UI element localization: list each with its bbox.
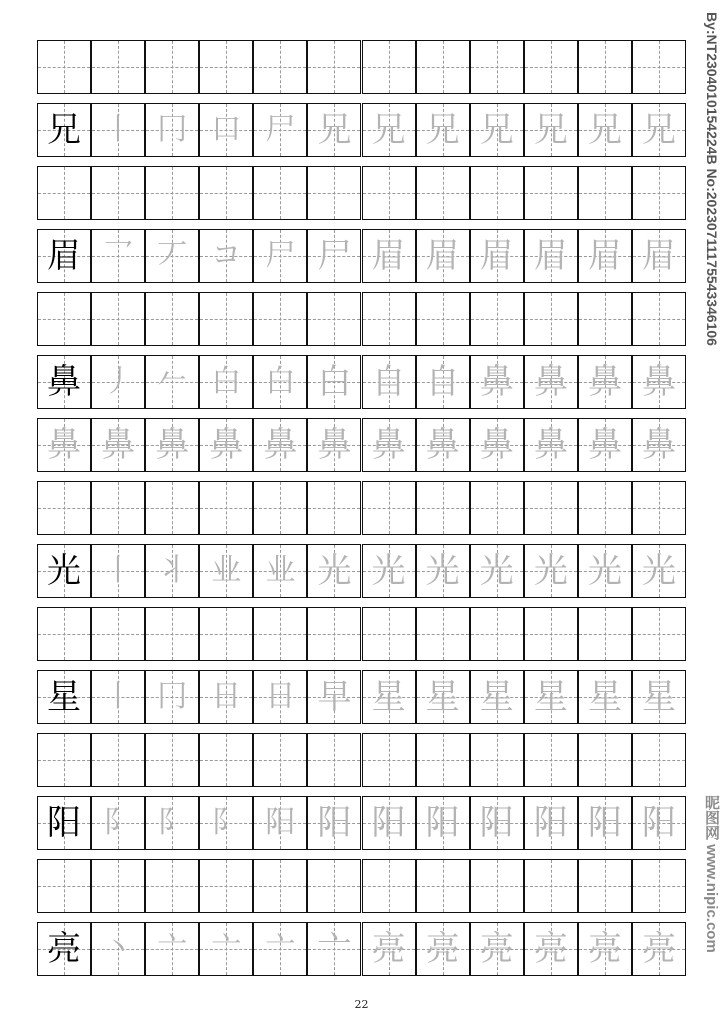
trace-char: 亮 [533,929,568,969]
empty-cell [91,859,145,913]
empty-cell [91,733,145,787]
trace-char: 阝 [157,805,188,840]
trace-char: 鼻 [47,425,81,465]
trace-cell [416,103,470,157]
trace-char: 鼻 [263,425,298,465]
trace-cell [307,922,361,976]
empty-cell [362,481,416,535]
trace-cell [253,922,307,976]
trace-cell [91,544,145,598]
trace-char: 鼻 [155,425,190,465]
trace-char: 丨 [103,553,134,588]
empty-cell [578,40,632,94]
trace-char: 𠂉 [157,364,188,399]
trace-cell [578,670,632,724]
trace-cell [307,544,361,598]
empty-cell [145,40,199,94]
trace-char: 眉 [425,236,460,276]
trace-char: 自 [425,362,460,402]
model-char: 兄 [47,110,81,150]
trace-cell [470,796,524,850]
trace-char: 光 [533,551,568,591]
trace-char: 口 [211,112,242,147]
trace-char: 光 [479,551,514,591]
trace-cell [470,544,524,598]
empty-cell [524,166,578,220]
empty-cell [253,607,307,661]
page-number: 22 [354,998,369,1011]
trace-char: 阝 [211,805,242,840]
trace-cell [91,670,145,724]
empty-cell [37,481,91,535]
trace-char: 亮 [371,929,406,969]
trace-char: 兄 [533,110,568,150]
trace-cell [524,544,578,598]
practice-row [37,355,687,409]
trace-char: 尸 [317,236,352,276]
trace-cell [253,544,307,598]
trace-char: 亮 [587,929,622,969]
empty-cell [91,292,145,346]
trace-cell [632,544,686,598]
trace-char: 星 [642,677,677,717]
empty-cell [37,40,91,94]
trace-char: 阳 [587,803,622,843]
trace-cell [199,355,253,409]
trace-cell [362,229,416,283]
trace-cell [524,670,578,724]
empty-cell [37,859,91,913]
trace-cell [199,670,253,724]
empty-cell [416,166,470,220]
trace-char: 日 [211,679,242,714]
trace-char: 丶 [103,931,134,966]
empty-cell [524,481,578,535]
blank-row [37,859,687,913]
trace-cell [578,922,632,976]
model-cell [37,796,91,850]
trace-cell [253,418,307,472]
trace-char: 眉 [642,236,677,276]
trace-char: 白 [265,364,296,399]
trace-char: 鼻 [479,425,514,465]
trace-char: 鼻 [209,425,244,465]
trace-char: 兄 [479,110,514,150]
empty-cell [253,292,307,346]
model-cell [37,544,91,598]
empty-cell [37,166,91,220]
trace-cell [145,418,199,472]
trace-cell [416,418,470,472]
trace-cell [578,796,632,850]
trace-cell [632,355,686,409]
trace-cell [199,418,253,472]
trace-char: 亠 [157,931,188,966]
trace-cell [307,229,361,283]
empty-cell [416,859,470,913]
trace-char: 亮 [479,929,514,969]
empty-cell [578,292,632,346]
empty-cell [470,292,524,346]
empty-cell [253,481,307,535]
empty-cell [145,607,199,661]
trace-cell [362,544,416,598]
trace-cell [145,103,199,157]
model-char: 鼻 [47,362,81,402]
trace-char: 鼻 [101,425,136,465]
trace-cell [524,418,578,472]
trace-char: 鼻 [533,362,568,402]
empty-cell [145,733,199,787]
trace-char: 冂 [157,679,188,714]
trace-char: 星 [587,677,622,717]
empty-cell [199,40,253,94]
trace-char: 阳 [371,803,406,843]
trace-cell [524,922,578,976]
trace-char: 星 [425,677,460,717]
trace-cell [578,544,632,598]
trace-char: 鼻 [317,425,352,465]
trace-cell [362,922,416,976]
practice-row [37,670,687,724]
trace-cell [416,229,470,283]
trace-char: 亮 [425,929,460,969]
empty-cell [37,607,91,661]
trace-char: 乛 [103,238,134,273]
model-cell [37,103,91,157]
empty-cell [199,481,253,535]
trace-cell [253,670,307,724]
trace-char: 眉 [479,236,514,276]
trace-char: 兄 [587,110,622,150]
trace-char: 阳 [533,803,568,843]
trace-char: 光 [425,551,460,591]
empty-cell [578,481,632,535]
empty-cell [632,733,686,787]
trace-cell [145,355,199,409]
trace-cell [145,796,199,850]
trace-char: 光 [587,551,622,591]
empty-cell [307,481,361,535]
empty-cell [524,292,578,346]
trace-char: 亮 [642,929,677,969]
trace-cell [416,922,470,976]
empty-cell [91,481,145,535]
trace-char: 冂 [157,112,188,147]
blank-row [37,733,687,787]
trace-char: 兄 [642,110,677,150]
empty-cell [199,292,253,346]
practice-row [37,544,687,598]
empty-cell [37,292,91,346]
trace-char: 阳 [642,803,677,843]
watermark-text: 昵图网 www.nipic.com [703,795,720,953]
trace-cell [362,103,416,157]
blank-row [37,607,687,661]
trace-cell [37,418,91,472]
trace-cell [253,103,307,157]
blank-row [37,292,687,346]
model-char: 光 [47,551,81,591]
trace-cell [307,103,361,157]
empty-cell [253,40,307,94]
trace-cell [470,670,524,724]
empty-cell [632,481,686,535]
empty-cell [199,166,253,220]
trace-char: 鼻 [587,362,622,402]
trace-cell [578,103,632,157]
empty-cell [524,733,578,787]
trace-char: 鼻 [425,425,460,465]
model-cell [37,229,91,283]
empty-cell [362,733,416,787]
empty-cell [145,481,199,535]
trace-cell [253,796,307,850]
empty-cell [199,607,253,661]
empty-cell [37,733,91,787]
empty-cell [362,607,416,661]
empty-cell [91,166,145,220]
empty-cell [362,292,416,346]
trace-char: 丬 [157,553,188,588]
trace-char: 尸 [265,112,296,147]
empty-cell [632,859,686,913]
empty-cell [199,733,253,787]
practice-row [37,418,687,472]
model-cell [37,670,91,724]
trace-cell [416,796,470,850]
empty-cell [253,859,307,913]
empty-cell [470,733,524,787]
practice-row [37,796,687,850]
trace-char: 鼻 [371,425,406,465]
trace-cell [145,670,199,724]
trace-char: 眉 [371,236,406,276]
trace-cell [632,796,686,850]
trace-cell [91,922,145,976]
empty-cell [362,40,416,94]
empty-cell [632,292,686,346]
trace-cell [91,418,145,472]
practice-row [37,103,687,157]
trace-char: 阳 [479,803,514,843]
empty-cell [416,292,470,346]
empty-cell [578,607,632,661]
trace-cell [91,103,145,157]
trace-char: 鼻 [642,362,677,402]
trace-cell [470,229,524,283]
trace-char: コ [211,238,242,273]
empty-cell [145,292,199,346]
trace-char: 光 [642,551,677,591]
empty-cell [253,733,307,787]
trace-char: 白 [211,364,242,399]
trace-char: 亠 [317,929,352,969]
trace-char: 兄 [317,110,352,150]
trace-cell [416,355,470,409]
trace-cell [145,922,199,976]
trace-cell [632,418,686,472]
empty-cell [91,607,145,661]
trace-cell [199,544,253,598]
trace-char: 鼻 [642,425,677,465]
trace-cell [307,796,361,850]
trace-cell [524,355,578,409]
trace-cell [416,544,470,598]
blank-row [37,166,687,220]
trace-char: 日 [265,679,296,714]
trace-cell [524,229,578,283]
trace-char: 亠 [265,931,296,966]
empty-cell [307,733,361,787]
trace-cell [470,103,524,157]
trace-char: 光 [371,551,406,591]
trace-cell [524,103,578,157]
trace-cell [632,103,686,157]
empty-cell [253,166,307,220]
empty-cell [524,859,578,913]
trace-char: 眉 [587,236,622,276]
empty-cell [578,166,632,220]
trace-cell [253,355,307,409]
empty-cell [362,166,416,220]
trace-cell [470,418,524,472]
trace-cell [253,229,307,283]
empty-cell [470,166,524,220]
empty-cell [199,859,253,913]
trace-char: 阝 [103,805,134,840]
empty-cell [362,859,416,913]
empty-cell [632,166,686,220]
empty-cell [91,40,145,94]
empty-cell [307,859,361,913]
trace-cell [578,418,632,472]
trace-char: 鼻 [587,425,622,465]
trace-cell [199,922,253,976]
trace-cell [362,670,416,724]
trace-cell [578,355,632,409]
trace-char: 星 [479,677,514,717]
trace-cell [145,544,199,598]
trace-char: 阳 [317,803,352,843]
trace-char: 丨 [103,679,134,714]
empty-cell [578,859,632,913]
empty-cell [578,733,632,787]
model-char: 亮 [47,929,81,969]
model-char: 眉 [47,236,81,276]
trace-cell [632,670,686,724]
trace-char: 早 [317,677,352,717]
trace-char: 阳 [425,803,460,843]
trace-char: 光 [317,551,352,591]
empty-cell [524,607,578,661]
trace-cell [470,355,524,409]
trace-char: 阳 [265,805,296,840]
trace-char: 业 [211,553,242,588]
blank-row [37,40,687,94]
trace-cell [91,355,145,409]
trace-char: 白 [317,362,352,402]
trace-char: 鼻 [479,362,514,402]
trace-cell [632,922,686,976]
empty-cell [470,607,524,661]
empty-cell [416,607,470,661]
trace-cell [416,670,470,724]
practice-row [37,922,687,976]
practice-row [37,229,687,283]
trace-char: 星 [371,677,406,717]
trace-cell [362,355,416,409]
trace-char: 兄 [371,110,406,150]
side-id-text: By:NT2304010154224B No:20230711175543346106 [704,12,720,346]
trace-char: 尸 [265,238,296,273]
trace-cell [307,355,361,409]
trace-cell [91,229,145,283]
empty-cell [145,166,199,220]
empty-cell [307,292,361,346]
trace-cell [91,796,145,850]
trace-cell [362,796,416,850]
trace-cell [578,229,632,283]
empty-cell [470,481,524,535]
trace-cell [632,229,686,283]
trace-char: 业 [265,553,296,588]
empty-cell [632,607,686,661]
trace-char: 兄 [425,110,460,150]
empty-cell [470,40,524,94]
trace-cell [307,670,361,724]
empty-cell [470,859,524,913]
trace-char: 丨 [103,112,134,147]
trace-char: 自 [371,362,406,402]
trace-cell [145,229,199,283]
empty-cell [524,40,578,94]
empty-cell [416,733,470,787]
trace-char: 星 [533,677,568,717]
empty-cell [307,40,361,94]
trace-cell [199,229,253,283]
model-char: 星 [47,677,81,717]
model-cell [37,922,91,976]
model-char: 阳 [47,803,81,843]
trace-char: 丿 [103,364,134,399]
empty-cell [145,859,199,913]
trace-cell [199,103,253,157]
trace-cell [362,418,416,472]
empty-cell [307,607,361,661]
trace-cell [470,922,524,976]
model-cell [37,355,91,409]
empty-cell [416,481,470,535]
trace-cell [199,796,253,850]
trace-cell [524,796,578,850]
empty-cell [307,166,361,220]
trace-char: 鼻 [533,425,568,465]
blank-row [37,481,687,535]
trace-char: 丆 [157,238,188,273]
trace-cell [307,418,361,472]
trace-char: 亠 [211,931,242,966]
empty-cell [632,40,686,94]
empty-cell [416,40,470,94]
trace-char: 眉 [533,236,568,276]
